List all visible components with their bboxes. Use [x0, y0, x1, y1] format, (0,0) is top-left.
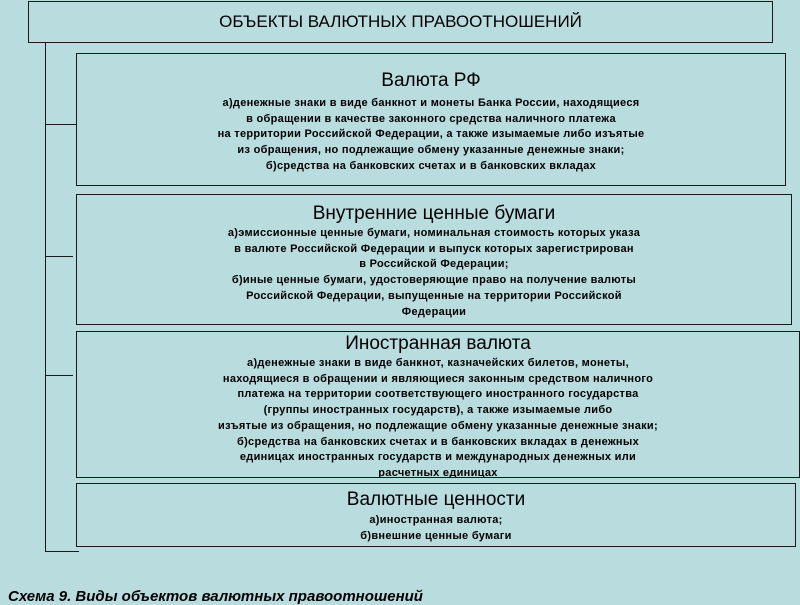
node-heading: Валюта РФ [381, 70, 481, 91]
connector-valuta-rf [45, 124, 79, 125]
figure-caption: Схема 9. Виды объектов валютных правоотношений [8, 588, 423, 605]
node-line: в валюте Российской Федерации и выпуск которых зарегистрирован [234, 242, 634, 255]
tree-connector-vertical [45, 43, 46, 551]
node-vnutrennie-cennye-bumagi [76, 194, 792, 325]
node-line: Российской Федерации, выпущенные на территории Российской [246, 289, 622, 302]
node-line: б)внешние ценные бумаги [360, 529, 512, 542]
node-line: в обращении в качестве законного средства наличного платежа [246, 112, 616, 125]
diagram-title-box [28, 1, 773, 43]
node-line: платежа на территории соответствующего иностранного государства [237, 388, 639, 401]
node-line: находящиеся в обращении и являющиеся законным средством наличного [222, 372, 654, 385]
node-description [77, 226, 791, 320]
node-heading: Валютные ценности [346, 489, 526, 510]
node-line: изъятые из обращения, но подлежащие обмену указанные денежные знаки; [218, 419, 658, 432]
node-line: на территории Российской Федерации, а также изымаемые либо изъятые [217, 128, 645, 141]
node-line: в Российской Федерации; [359, 258, 509, 271]
node-line: а)денежные знаки в виде банкнот и монеты Банка России, находящиеся [222, 97, 640, 109]
node-description [77, 356, 799, 478]
node-valyutnye-cennosti [76, 483, 796, 547]
node-valuta-rf [76, 53, 786, 186]
node-line: б)иные ценные бумаги, удостоверяющие право на получение валюты [231, 274, 637, 287]
diagram-title: ОБЪЕКТЫ ВАЛЮТНЫХ ПРАВООТНОШЕНИЙ [219, 12, 582, 31]
node-line: а)иностранная валюта; [369, 514, 503, 526]
node-inostrannaya-valyuta [76, 331, 800, 478]
node-line: а)денежные знаки в виде банкнот, казначейских билетов, монеты, [247, 357, 629, 369]
node-description [77, 96, 785, 175]
node-description [77, 513, 795, 544]
node-line: б)средства на банковских счетах и в банковских вкладах [265, 159, 597, 172]
connector-valyutnye-cennosti [45, 551, 79, 552]
node-line: а)эмиссионные ценные бумаги, номинальная стоимость которых указа [227, 227, 641, 239]
connector-inostrannaya-valyuta [45, 375, 73, 376]
node-line: (группы иностранных государств), а также изымаемые либо [263, 404, 613, 417]
node-line: единицах иностранных государств и международных денежных или [239, 451, 637, 464]
connector-vnutrennie-cennye-bumagi [45, 256, 73, 257]
node-heading: Иностранная валюта [345, 333, 531, 354]
node-line: б)средства на банковских счетах и в банковских вкладах в денежных [236, 435, 639, 448]
node-line: Федерации [401, 305, 467, 318]
node-line: из обращения, но подлежащие обмену указанные денежные знаки; [237, 144, 625, 157]
node-line: расчетных единицах [378, 466, 498, 478]
node-heading: Внутренние ценные бумаги [312, 203, 556, 224]
